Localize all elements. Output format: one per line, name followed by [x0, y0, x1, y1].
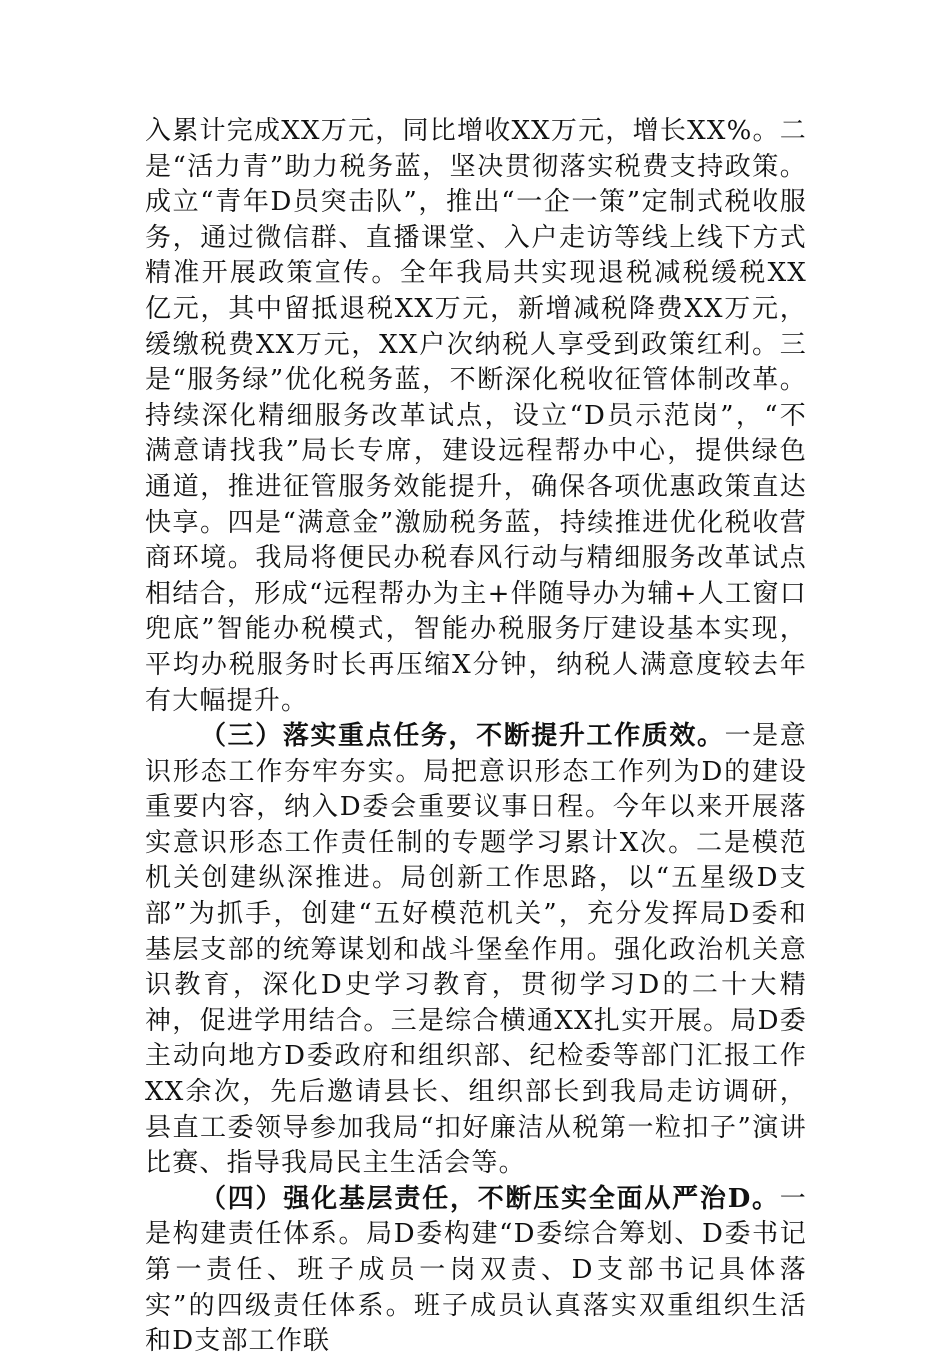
- paragraph-2-text: 一是意识形态工作夯牢夯实。局把意识形态工作列为D的建设重要内容，纳入D委会重要议事日程。今年以来开展落实意识形态工作责任制的专题学习累计X次。二是模范机关创建纵深推进。局创新工作思路，以“五星级D支部”为抓手，创建“五好模范机关”，充分发挥局D委和基层支部的统筹谋划和战斗堡垒作用。强化政治机关意识教育，深化D史学习教育，贯彻学习D的二十大精神，促进学用结合。三是综合横通XX扎实开展。局D委主动向地方D委政府和组织部、纪检委等部门汇报工作XX余次，先后邀请县长、组织部长到我局走访调研，县直工委领导参加我局“扣好廉洁从税第一粒扣子”演讲比赛、指导我局民主生活会等。: [145, 721, 807, 1179]
- paragraph-3-text: 一是构建责任体系。局D委构建“D委综合筹划、D委书记第一责任、班子成员一岗双责、D支部书记具体落实”的四级责任体系。班子成员认真落实双重组织生活和D支部工作联: [145, 1183, 807, 1357]
- paragraph-3: [145, 1182, 807, 1360]
- section-heading-3: （三）落实重点任务，不断提升工作质效。: [200, 721, 725, 752]
- paragraph-1: [145, 114, 807, 719]
- section-heading-4: （四）强化基层责任，不断压实全面从严治D。: [200, 1183, 780, 1214]
- paragraph-2: [145, 719, 807, 1182]
- document-body: [145, 114, 807, 1360]
- paragraph-1-text: 入累计完成XX万元，同比增收XX万元，增长XX%。二是“活力青”助力税务蓝，坚决贯彻落实税费支持政策。成立“青年D员突击队”，推出“一企一策”定制式税收服务，通过微信群、直播课堂、入户走访等线上线下方式精准开展政策宣传。全年我局共实现退税减税缓税XX亿元，其中留抵退税XX万元，新增减税降费XX万元，缓缴税费XX万元，XX户次纳税人享受到政策红利。三是“服务绿”优化税务蓝，不断深化税收征管体制改革。持续深化精细服务改革试点，设立“D员示范岗”，“不满意请找我”局长专席，建设远程帮办中心，提供绿色通道，推进征管服务效能提升，确保各项优惠政策直达快享。四是“满意金”激励税务蓝，持续推进优化税收营商环境。我局将便民办税春风行动与精细服务改革试点相结合，形成“远程帮办为主+伴随导办为辅+人工窗口兜底”智能办税模式，智能办税服务厅建设基本实现，平均办税服务时长再压缩X分钟，纳税人满意度较去年有大幅提升。: [145, 116, 807, 716]
